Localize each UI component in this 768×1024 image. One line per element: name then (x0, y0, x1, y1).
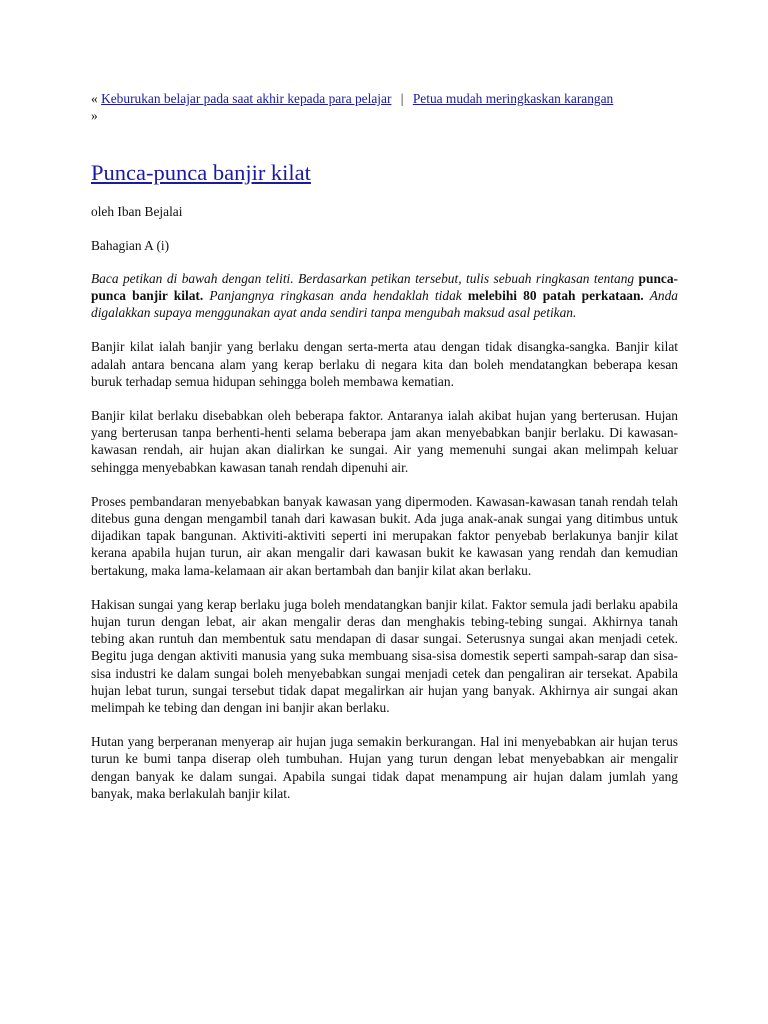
post-content (91, 90, 678, 802)
instruction-text-2: Panjangnya ringkasan anda hendaklah tidak (203, 288, 468, 304)
post-navigation (91, 90, 678, 124)
prev-post-link[interactable]: Keburukan belajar pada saat akhir kepada para pelajar (101, 91, 392, 106)
instruction-bold-topic: punca-punca banjir kilat. (91, 270, 678, 304)
instruction-text-1: Baca petikan di bawah dengan teliti. Berdasarkan petikan tersebut, tulis sebuah ringkasan tentang (91, 270, 639, 286)
section-label: Bahagian A (i) (91, 237, 170, 253)
post-author: oleh Iban Bejalai (91, 204, 183, 220)
instruction-paragraph (91, 270, 678, 322)
nav-separator: | (400, 91, 404, 106)
post-title-link[interactable]: Punca-punca banjir kilat (91, 160, 311, 186)
instruction-text-3: Anda digalakkan supaya menggunakan ayat anda sendiri tanpa mengubah maksud asal petikan. (91, 288, 678, 321)
instruction-bold-limit: melebihi 80 patah perkataan. (467, 288, 644, 304)
body-paragraph: Hakisan sungai yang kerap berlaku juga boleh mendatangkan banjir kilat. Faktor semula jadi berlaku apabila hujan turun dengan lebat, air akan mengalir deras dan menghakis tebing-tebing sungai. Akhirnya tanah tebing akan runtuh dan membentuk satu mendapan di dasar sungai. Seterusnya sungai akan menjadi cetek. Begitu juga dengan aktiviti manusia yang suka membuang sisa-sisa domestik seperti sampah-sarap dan sisa-sisa industri ke dalam sungai boleh menyebabkan sungai menjadi cetek dan pengaliran air tersekat. Apabila hujan lebat turun, sungai tersebut tidak dapat megalirkan air hujan yang banyak. Akhirnya air sungai akan melimpah ke tebing dan dengan ini banjir akan berlaku. (91, 596, 678, 716)
body-paragraph: Proses pembandaran menyebabkan banyak kawasan yang dipermoden. Kawasan-kawasan tanah rendah telah ditebus guna dengan mengambil tanah dari kawasan bukit. Ada juga anak-anak sungai yang ditimbus untuk dijadikan tapak bangunan. Aktiviti-aktiviti seperti ini merupakan faktor penyebab berlakunya banjir kilat kerana apabila hujan turun, air akan mengalir dari kawasan bukit ke kawasan yang rendah dan kemudian bertakung, maka lama-kelamaan air akan bertambah dan banjir kilat akan berlaku. (91, 493, 678, 578)
body-paragraph: Banjir kilat ialah banjir yang berlaku dengan serta-merta atau dengan tidak disangka-sangka. Banjir kilat adalah antara bencana alam yang kerap berlaku di negara kita dan boleh mendatangkan beberapa kesan buruk terhadap semua hidupan sehingga boleh membawa kematian. (91, 339, 678, 389)
post-title (91, 159, 678, 187)
next-post-link[interactable]: Petua mudah meringkaskan karangan (412, 91, 614, 106)
next-marker: » (91, 108, 98, 124)
prev-marker: « (91, 91, 98, 106)
body-paragraph: Hutan yang berperanan menyerap air hujan juga semakin berkurangan. Hal ini menyebabkan air hujan terus turun ke bumi tanpa diserap oleh tumbuhan. Hujan yang turun dengan lebat menyebabkan air mengalir dengan banyak ke dalam sungai. Apabila sungai tidak dapat menampung air hujan dalam jumlah yang banyak, maka berlakulah banjir kilat. (91, 734, 678, 801)
body-paragraph: Banjir kilat berlaku disebabkan oleh beberapa faktor. Antaranya ialah akibat hujan yang berterusan. Hujan yang berterusan tanpa berhenti-henti selama beberapa jam akan menyebabkan banjir berlaku. Di kawasan-kawasan rendah, air hujan akan dialirkan ke sungai. Air yang memenuhi sungai akan melimpah keluar sehingga menyebabkan kawasan tanah rendah dipenuhi air. (91, 408, 678, 475)
